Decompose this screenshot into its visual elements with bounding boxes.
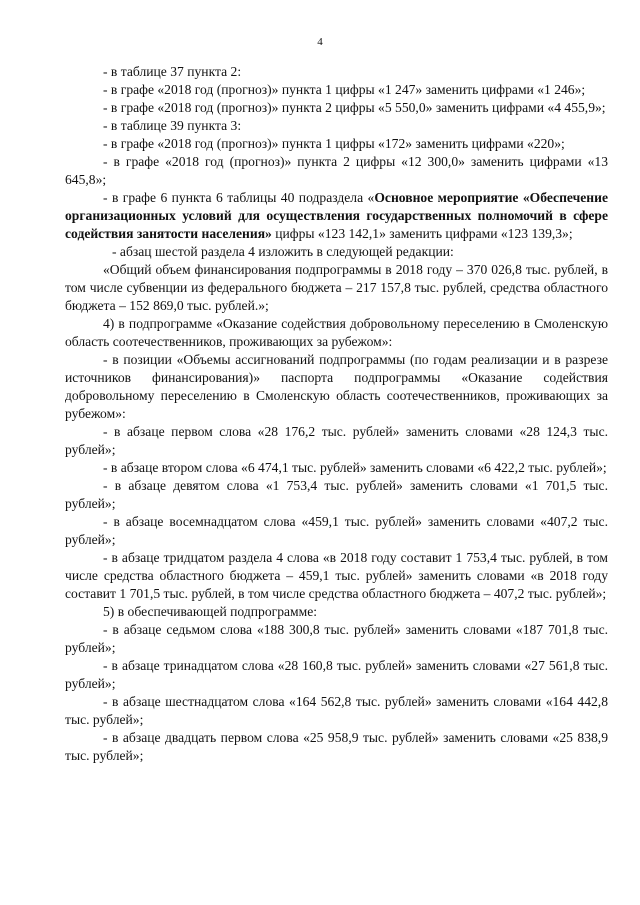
paragraph-table-37: - в таблице 37 пункта 2: <box>103 64 242 79</box>
paragraph-abz-1: - в абзаце первом слова «28 176,2 тыс. рублей» заменить словами «28 124,3 тыс. рублей»; <box>65 424 608 457</box>
paragraph-table-39-item-2: - в графе «2018 год (прогноз)» пункта 2 цифры «12 300,0» заменить цифрами «13 645,8»; <box>65 154 608 187</box>
paragraph-table-37-item-1: - в графе «2018 год (прогноз)» пункта 1 цифры «1 247» заменить цифрами «1 246»; <box>103 82 586 97</box>
page-number: 4 <box>317 36 323 48</box>
paragraph-table-39: - в таблице 39 пункта 3: <box>103 118 242 133</box>
paragraph-abz-30: - в абзаце тридцатом раздела 4 слова «в 2018 году составит 1 753,4 тыс. рублей, в том числе средства областного бюджета – 459,1 тыс. рублей» заменить словами «в 2018 году составит 1 701,5 тыс. рублей, в том числе средства областного бюджета – 407,2 тыс. рублей»; <box>65 550 608 601</box>
paragraph-table-39-item-1: - в графе «2018 год (прогноз)» пункта 1 цифры «172» заменить цифрами «220»; <box>103 136 565 151</box>
document-body <box>65 63 608 765</box>
paragraph-table-40-after: цифры «123 142,1» заменить цифрами «123 139,3»; <box>271 226 573 241</box>
paragraph-abz-21: - в абзаце двадцать первом слова «25 958,9 тыс. рублей» заменить словами «25 838,9 тыс. рублей»; <box>65 730 608 763</box>
paragraph-subprogram-4: 4) в подпрограмме «Оказание содействия добровольному переселению в Смоленскую область соотечественников, проживающих за рубежом»: <box>65 316 608 349</box>
paragraph-table-40 <box>65 189 608 243</box>
paragraph-subprogram-5: 5) в обеспечивающей подпрограмме: <box>103 604 318 619</box>
paragraph-section-4-quote: «Общий объем финансирования подпрограммы в 2018 году – 370 026,8 тыс. рублей, в том числе субвенции из федерального бюджета – 217 157,8 тыс. рублей, средства областного бюджета – 152 869,0 тыс. рублей.»; <box>65 262 608 313</box>
paragraph-abz-18: - в абзаце восемнадцатом слова «459,1 тыс. рублей» заменить словами «407,2 тыс. рублей»; <box>65 514 608 547</box>
paragraph-abz-2: - в абзаце втором слова «6 474,1 тыс. рублей» заменить словами «6 422,2 тыс. рублей»; <box>103 460 607 475</box>
paragraph-abz-16: - в абзаце шестнадцатом слова «164 562,8 тыс. рублей» заменить словами «164 442,8 тыс. рублей»; <box>65 694 608 727</box>
paragraph-section-4-intro: - абзац шестой раздела 4 изложить в следующей редакции: <box>112 244 454 259</box>
paragraph-table-40-before: - в графе 6 пункта 6 таблицы 40 подраздела « <box>103 190 375 205</box>
paragraph-table-37-item-2: - в графе «2018 год (прогноз)» пункта 2 цифры «5 550,0» заменить цифрами «4 455,9»; <box>103 100 606 115</box>
paragraph-table-40-bold: Основное мероприятие «Обеспечение организационных условий для осуществления государственных полномочий в сфере содействия занятости населения» <box>65 190 608 241</box>
paragraph-abz-7: - в абзаце седьмом слова «188 300,8 тыс. рублей» заменить словами «187 701,8 тыс. рублей»; <box>65 622 608 655</box>
paragraph-passport-position: - в позиции «Объемы ассигнований подпрограммы (по годам реализации и в разрезе источников финансирования)» паспорта подпрограммы «Оказание содействия добровольному переселению в Смоленскую область соотечественников, проживающих за рубежом»: <box>65 352 608 421</box>
paragraph-abz-13: - в абзаце тринадцатом слова «28 160,8 тыс. рублей» заменить словами «27 561,8 тыс. рублей»; <box>65 658 608 691</box>
paragraph-abz-9: - в абзаце девятом слова «1 753,4 тыс. рублей» заменить словами «1 701,5 тыс. рублей»; <box>65 478 608 511</box>
